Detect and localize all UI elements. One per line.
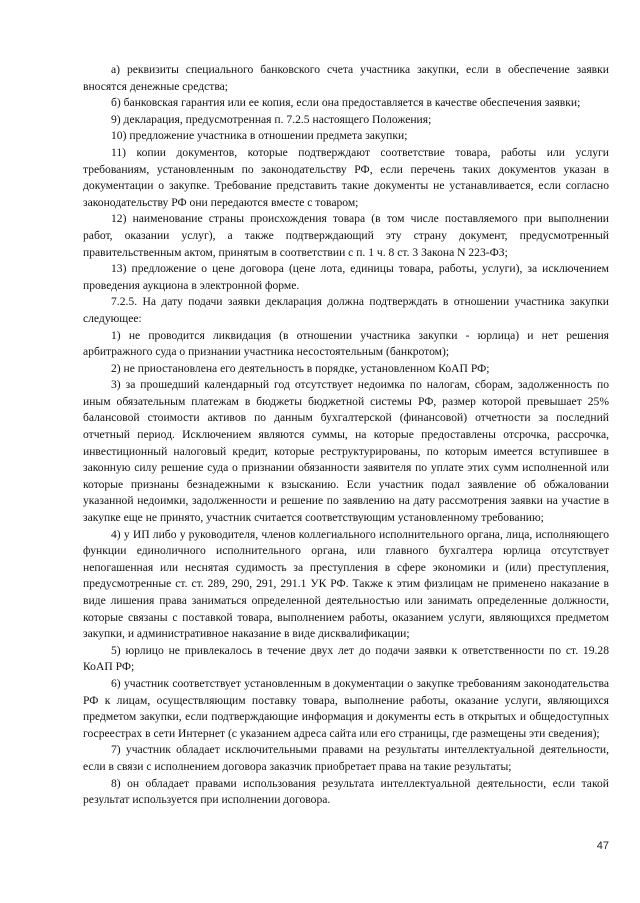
paragraph-b-bank-guarantee: б) банковская гарантия или ее копия, если она предоставляется в качестве обеспечения заявки; <box>111 96 581 110</box>
paragraph-7-2-5-declaration-requirements: 7.2.5. На дату подачи заявки декларация должна подтверждать в отношении участника закупки следующее: <box>83 295 609 325</box>
paragraph-7-exclusive-rights: 7) участник обладает исключительными правами на результаты интеллектуальной деятельности, если в связи с исполнением договора заказчик приобретает права на такие результаты; <box>83 743 609 773</box>
paragraph-13-price-proposal: 13) предложение о цене договора (цене лота, единицы товара, работы, услуги), за исключением проведения аукциона в электронной форме. <box>83 262 609 292</box>
paragraph-5-no-liability: 5) юрлицо не привлекалось в течение двух лет до подачи заявки к ответственности по ст. 19.28 КоАП РФ; <box>83 643 609 674</box>
paragraph-10-subject-proposal: 10) предложение участника в отношении предмета закупки; <box>111 129 408 143</box>
paragraph-1-no-liquidation: 1) не проводится ликвидация (в отношении участника закупки - юрлица) и нет решения арбитражного суда о признании участника несостоятельным (банкротом); <box>83 328 609 359</box>
paragraph-12-country-of-origin: 12) наименование страны происхождения товара (в том числе поставляемого при выполнении работ, оказании услуг), а также подтверждающий эту страну документ, предусмотренный правительственным актом, принятым в соответствии с п. 1 ч. 8 ст. 3 Закона N 223-ФЗ; <box>83 212 609 259</box>
paragraph-a-bank-account-details: а) реквизиты специального банковского счета участника закупки, если в обеспечение заявки вносятся денежные средства; <box>83 63 609 93</box>
paragraph-11-document-copies: 11) копии документов, которые подтверждают соответствие товара, работы или услуги требованиям, установленным по законодательству РФ, если перечень таких документов указан в документации о закупке. Требование представить такие документы не устанавливается, если согласно законодательству РФ они передаются вместе с товаром; <box>83 145 609 209</box>
paragraph-6-meets-requirements: 6) участник соответствует установленным в документации о закупке требованиям законодательства РФ к лицам, осуществляющим поставку товара, выполнение работы, оказание услуги, являющихся предметом закупки, если подтверждающие информация и документы есть в открытых и общедоступных госреестрах в сети Интернет (с указанием адреса сайта или его страницы, где размещены эти сведения); <box>83 676 609 740</box>
paragraph-8-usage-rights: 8) он обладает правами использования результата интеллектуальной деятельности, если такой результат используется при исполнении договора. <box>83 776 609 807</box>
paragraph-3-no-arrears: 3) за прошедший календарный год отсутствует недоимка по налогам, сборам, задолженность по иным обязательным платежам в бюджеты бюджетной системы РФ, размер которой превышает 25% балансовой стоимости активов по данным бухгалтерской (финансовой) отчетности за последний отчетный период. Исключением являются суммы, на которые предоставлены отсрочка, рассрочка, инвестиционный налоговый кредит, которые реструктурированы, по которым имеется вступившее в законную силу решение суда о признании обязанности заявителя по уплате этих сумм исполненной или которые признаны безнадежными к взысканию. Если участник подал заявление об обжаловании указанной недоимки, задолженности и решение по заявлению на дату рассмотрения заявки на участие в закупке еще не принято, участник считается соответствующим установленному требованию; <box>83 378 609 525</box>
page-number: 47 <box>596 840 609 852</box>
paragraph-9-declaration: 9) декларация, предусмотренная п. 7.2.5 настоящего Положения; <box>111 112 432 126</box>
document-body <box>83 62 609 809</box>
paragraph-4-no-criminal-record: 4) у ИП либо у руководителя, членов коллегиального исполнительного органа, лица, исполняющего функции единоличного исполнительного органа, или главного бухгалтера юрлица отсутствует непогашенная или неснятая судимость за преступления в сфере экономики и (или) преступления, предусмотренные ст. ст. 289, 290, 291, 291.1 УК РФ. Также к этим физлицам не применено наказание в виде лишения права заниматься определенной деятельностью или занимать определенные должности, которые связаны с поставкой товара, выполнением работы, оказанием услуги, являющихся предметом закупки, и административное наказание в виде дисквалификации; <box>83 527 609 641</box>
paragraph-2-not-suspended: 2) не приостановлена его деятельность в порядке, установленном КоАП РФ; <box>111 361 490 375</box>
